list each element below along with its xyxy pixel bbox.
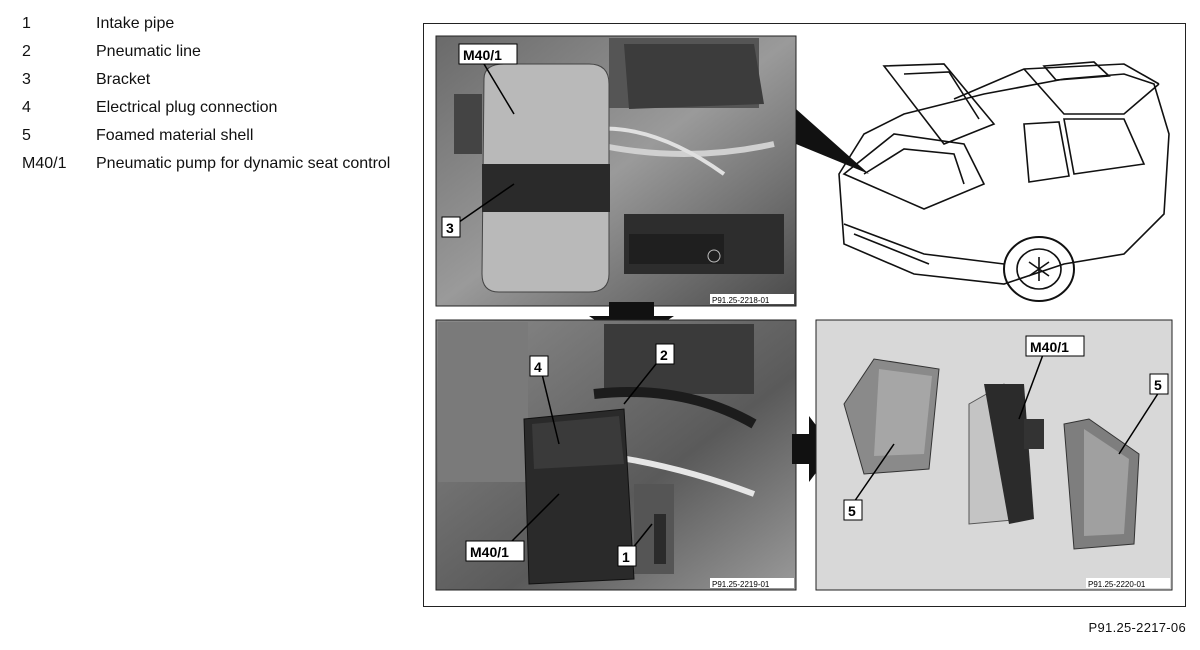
photo-pump-installed — [436, 36, 796, 306]
figure-illustration — [424, 24, 1185, 606]
photo-pump-detail — [436, 320, 796, 590]
legend-text: Foamed material shell — [96, 127, 254, 144]
label-2: 2 — [660, 347, 668, 363]
label-1: 1 — [622, 549, 630, 565]
legend-item — [22, 70, 402, 89]
car-illustration — [839, 62, 1169, 301]
label-m40-1: M40/1 — [1030, 339, 1069, 355]
legend-item — [22, 154, 402, 173]
legend — [22, 14, 402, 173]
label-3: 3 — [446, 220, 454, 236]
legend-text: Pneumatic line — [96, 43, 201, 60]
label-m40-1: M40/1 — [470, 544, 509, 560]
label-5: 5 — [1154, 377, 1162, 393]
photo-code: P91.25-2219-01 — [712, 580, 770, 589]
figure-frame — [423, 23, 1186, 607]
legend-text: Intake pipe — [96, 15, 175, 32]
label-m40-1: M40/1 — [463, 47, 502, 63]
legend-text: Electrical plug connection — [96, 99, 278, 116]
photo-code: P91.25-2220-01 — [1088, 580, 1146, 589]
figure-code: P91.25-2217-06 — [1088, 620, 1186, 635]
label-5: 5 — [848, 503, 856, 519]
legend-text: Bracket — [96, 71, 151, 88]
legend-text: Pneumatic pump for dynamic seat control — [96, 155, 391, 172]
pointer-wedge — [796, 109, 869, 174]
legend-item — [22, 14, 402, 33]
legend-number: 1 — [22, 15, 31, 32]
legend-item — [22, 126, 402, 145]
photo-code: P91.25-2218-01 — [712, 296, 770, 305]
legend-number: 3 — [22, 71, 31, 88]
legend-number: M40/1 — [22, 155, 67, 172]
legend-item — [22, 42, 402, 61]
legend-number: 5 — [22, 127, 31, 144]
legend-item — [22, 98, 402, 117]
photo-parts-exploded — [816, 320, 1172, 590]
legend-number: 4 — [22, 99, 31, 116]
legend-number: 2 — [22, 43, 31, 60]
label-4: 4 — [534, 359, 542, 375]
